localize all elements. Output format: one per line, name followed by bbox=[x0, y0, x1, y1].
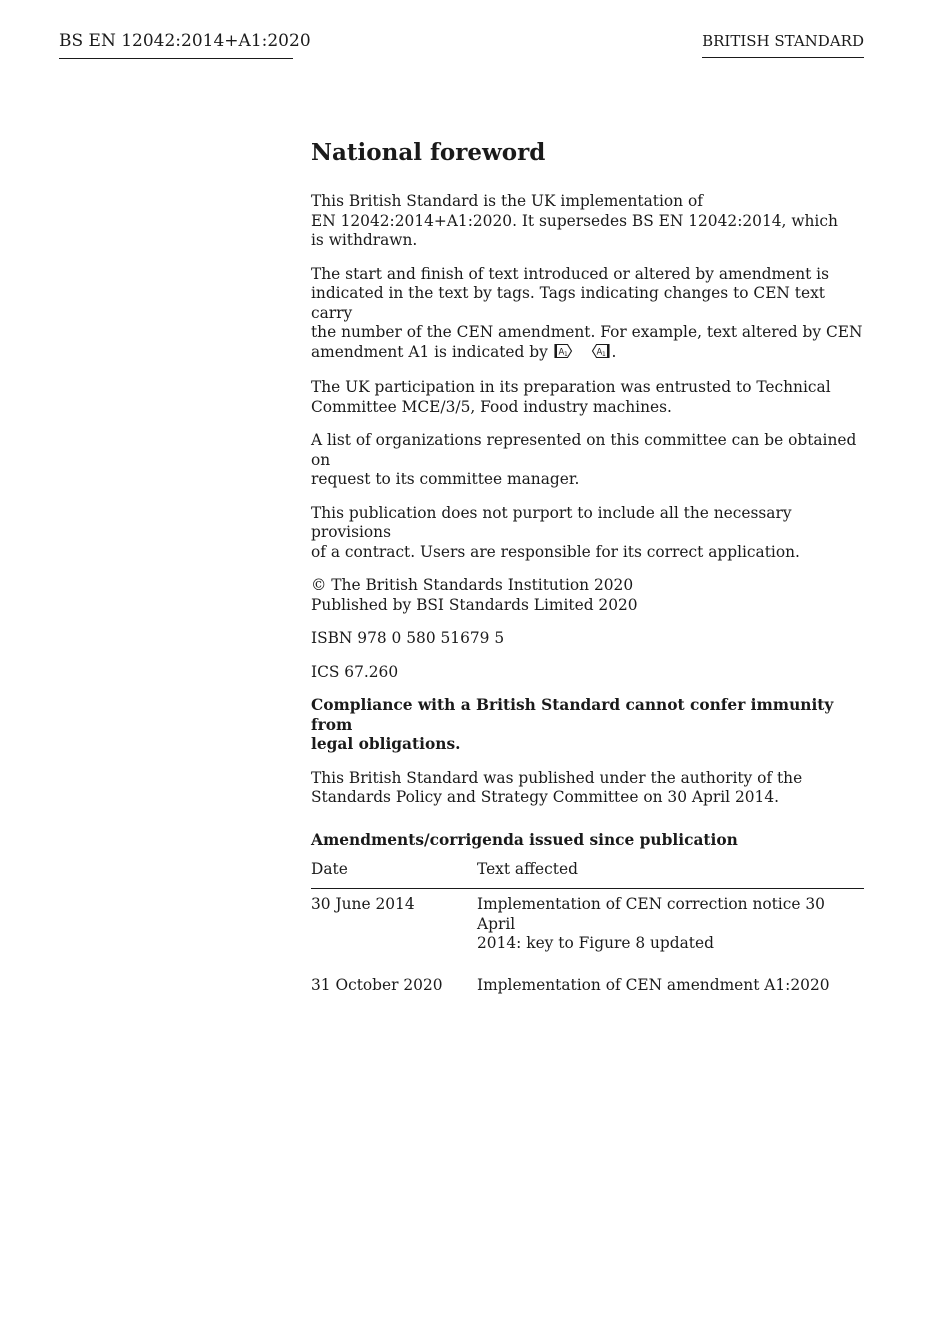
amendment-date: 30 June 2014 bbox=[311, 895, 415, 913]
column-header-date: Date bbox=[311, 860, 477, 889]
svg-text:A: A bbox=[596, 347, 603, 357]
column-header-text-affected: Text affected bbox=[477, 860, 864, 889]
document-number: BS EN 12042:2014+A1:2020 bbox=[59, 30, 293, 59]
amendments-table bbox=[311, 860, 864, 1002]
svg-text:A: A bbox=[558, 347, 565, 357]
ics-code: ICS 67.260 bbox=[311, 662, 399, 681]
paragraph-authority: This British Standard was published under the authority of the Standards Policy and Strategy Committee on 30 April 2014. bbox=[311, 768, 803, 806]
national-foreword-section bbox=[311, 138, 864, 1001]
amendment-text: Implementation of CEN correction notice 30 April 2014: key to Figure 8 updated bbox=[477, 895, 825, 952]
paragraph-amendment-tags bbox=[311, 265, 864, 365]
svg-text:1: 1 bbox=[602, 350, 607, 358]
amendment-text: Implementation of CEN amendment A1:2020 bbox=[477, 975, 830, 994]
paragraph-implementation: This British Standard is the UK implementation of EN 12042:2014+A1:2020. It supersedes BS EN 12042:2014, which is withdrawn. bbox=[311, 192, 838, 249]
paragraph-disclaimer: This publication does not purport to include all the necessary provisions of a contract. Users are responsible for its correct application. bbox=[311, 503, 800, 561]
paragraph-organizations: A list of organizations represented on this committee can be obtained on request to its committee manager. bbox=[311, 431, 857, 488]
amendment-end-tag-icon bbox=[590, 343, 610, 365]
page-title: National foreword bbox=[311, 139, 546, 166]
table-row bbox=[311, 889, 864, 970]
compliance-notice: Compliance with a British Standard cannot confer immunity from legal obligations. bbox=[311, 696, 834, 753]
paragraph-committee: The UK participation in its preparation was entrusted to Technical Committee MCE/3/5, Food industry machines. bbox=[311, 378, 831, 416]
amendment-date: 31 October 2020 bbox=[311, 975, 443, 994]
isbn: ISBN 978 0 580 51679 5 bbox=[311, 629, 505, 647]
amendments-header-row bbox=[311, 860, 864, 889]
amendment-tags-end: . bbox=[611, 342, 617, 361]
table-row bbox=[311, 970, 864, 1002]
amendment-start-tag-icon bbox=[554, 343, 574, 365]
svg-text:1: 1 bbox=[563, 350, 568, 358]
document-type-label: BRITISH STANDARD bbox=[702, 31, 864, 58]
copyright-notice: © The British Standards Institution 2020 Published by BSI Standards Limited 2020 bbox=[311, 576, 638, 614]
amendment-tags-text: The start and finish of text introduced or altered by amendment is indicated in the text by tags. Tags indicating changes to CEN text carry the number of the CEN amendment. For example, text altered by CEN amendment A1 is indicated by bbox=[311, 264, 863, 361]
amendments-title: Amendments/corrigenda issued since publication bbox=[311, 830, 738, 849]
